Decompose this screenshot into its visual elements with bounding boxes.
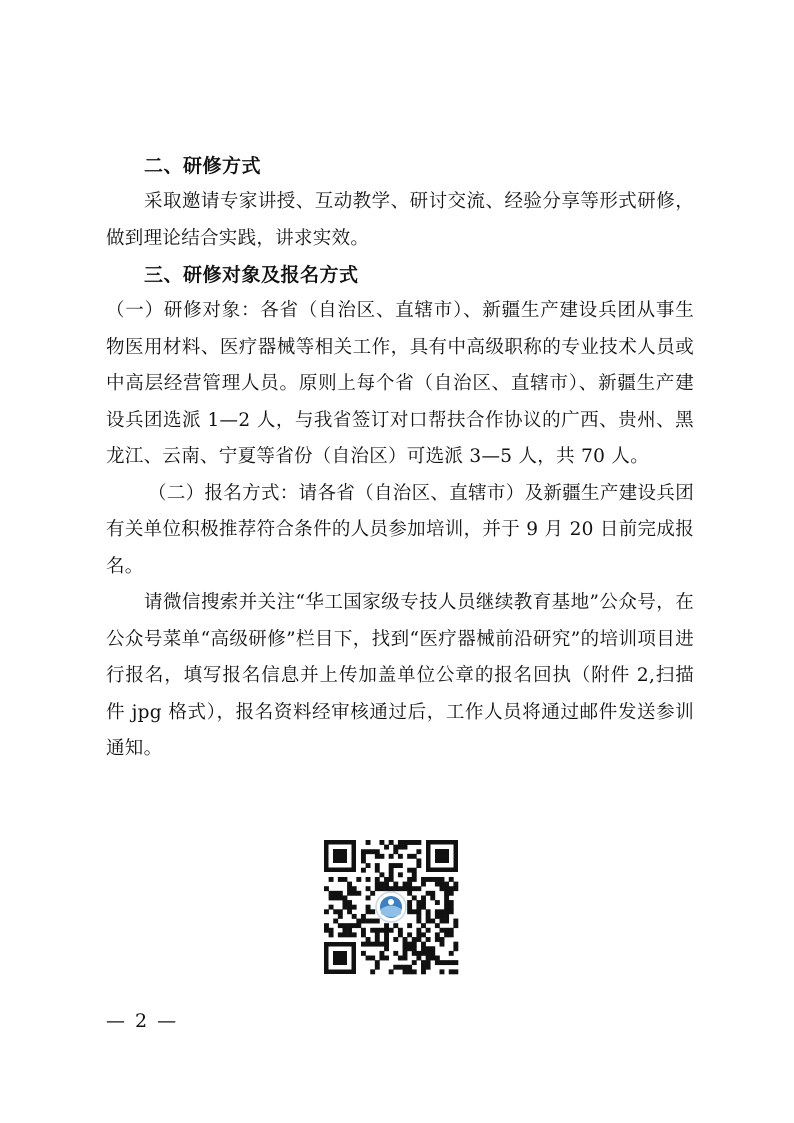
section-3-instructions: 请微信搜索并关注“华工国家级专技人员继续教育基地”公众号，在公众号菜单“高级研修”栏目下，找到“医疗器械前沿研究”的培训项目进行报名，填写报名信息并上传加盖单位公章的报名回执（附件 2,扫描件 jpg 格式），报名资料经审核通过后，工作人员将通过邮件发送参训通知。 (106, 592, 694, 759)
section-3-heading: 三、研修对象及报名方式 (144, 264, 359, 286)
document-body (106, 148, 694, 768)
section-3-item-1: （一）研修对象：各省（自治区、直辖市）、新疆生产建设兵团从事生物医用材料、医疗器械等相关工作，具有中高级职称的专业技术人员或中高层经营管理人员。原则上每个省（自治区、直辖市）、新疆生产建设兵团选派 1—2 人，与我省签订对口帮扶合作协议的广西、贵州、黑龙江、云南、宁夏等省份（自治区）可选派 3—5 人，共 70 人。 (106, 300, 694, 467)
section-3-item-2: （二）报名方式：请各省（自治区、直辖市）及新疆生产建设兵团有关单位积极推荐符合条件的人员参加培训，并于 9 月 20 日前完成报名。 (106, 482, 694, 577)
qr-code-icon (320, 836, 462, 978)
page-number: — 2 — (106, 1010, 179, 1032)
section-2-paragraph: 采取邀请专家讲授、互动教学、研讨交流、经验分享等形式研修，做到理论结合实践，讲求实效。 (106, 191, 694, 249)
section-2-heading: 二、研修方式 (144, 155, 262, 177)
